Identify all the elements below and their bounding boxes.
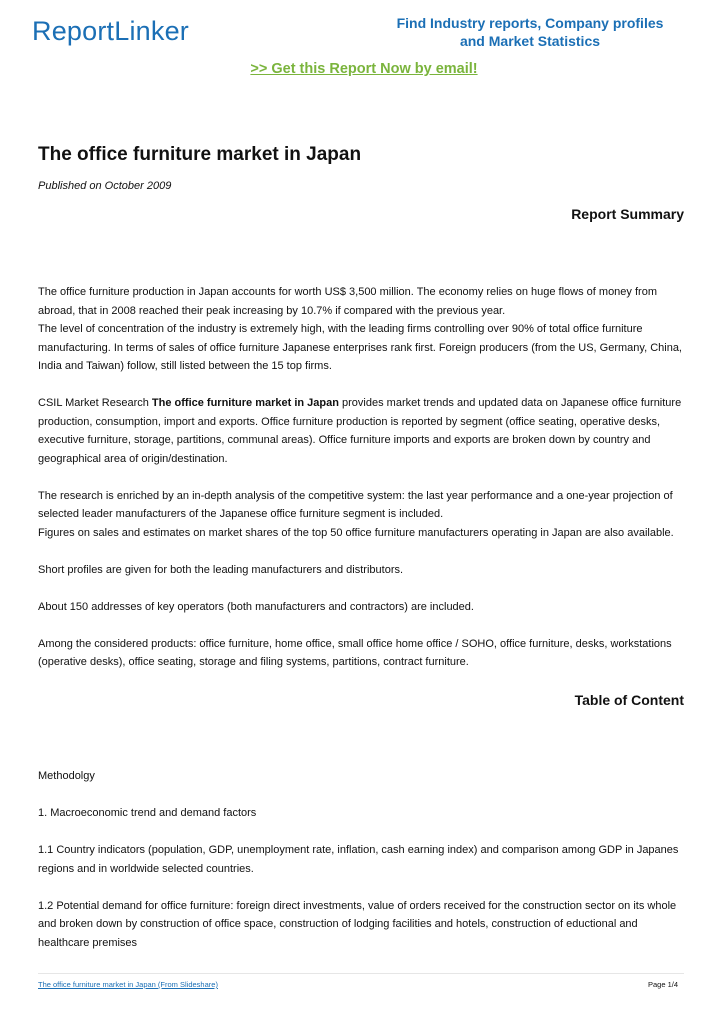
- summary-p2-prefix: CSIL Market Research: [38, 397, 152, 409]
- report-summary-body: [38, 283, 690, 690]
- toc-item: Methodolgy: [38, 770, 95, 782]
- summary-paragraph-1b: The level of concentration of the industry is extremely high, with the leading firms controlling over 90% of total office furniture manufacturing. In terms of sales of office furniture Japanese enterprises rank first. Foreign producers (from the US, Germany, China, India and Taiwan) follow, still listed between the 15 top firms.: [38, 323, 682, 372]
- summary-p2-rest: provides market trends and updated data on Japanese office furniture production, consumption, import and exports. Office furniture production is reported by segment (office seating, operative desks, executive furniture, storage, partitions, communal areas). Office furniture imports and exports are broken down by country and geographical area of origin/destination.: [38, 397, 682, 465]
- header-tagline: [380, 14, 680, 50]
- page-number: Page 1/4: [647, 980, 678, 989]
- summary-paragraph-1a: The office furniture production in Japan accounts for worth US$ 3,500 million. The economy relies on huge flows of money from abroad, that in 2008 reached their peak increasing by 10.7% if compared with the previous year.: [38, 286, 657, 317]
- summary-paragraph-3a: The research is enriched by an in-depth analysis of the competitive system: the last year performance and a one-year projection of selected leader manufacturers of the Japanese office furniture segment is included.: [38, 489, 673, 520]
- tagline-line-1: Find Industry reports, Company profiles: [396, 15, 664, 31]
- summary-paragraph-4: Short profiles are given for both the leading manufacturers and distributors.: [38, 563, 404, 576]
- report-title: The office furniture market in Japan: [38, 144, 362, 165]
- reportlinker-logo[interactable]: ReportLinker: [32, 16, 189, 46]
- footer-source-link[interactable]: The office furniture market in Japan (From Slideshare): [38, 980, 218, 989]
- summary-p2-report-name: The office furniture market in Japan: [151, 397, 339, 409]
- footer-divider: [38, 973, 684, 974]
- get-report-email-link[interactable]: >> Get this Report Now by email!: [250, 61, 478, 77]
- toc-item: 1. Macroeconomic trend and demand factors: [38, 807, 257, 819]
- summary-paragraph-2: [38, 394, 690, 468]
- table-of-content-heading: Table of Content: [574, 692, 684, 708]
- report-summary-heading: Report Summary: [571, 206, 684, 222]
- summary-paragraph-6: Among the considered products: office furniture, home office, small office home office / SOHO, office furniture, desks, workstations (operative desks), office seating, storage and filing systems, partitions, contract furniture.: [38, 637, 672, 668]
- summary-paragraph-5: About 150 addresses of key operators (both manufacturers and contractors) are included.: [38, 600, 474, 613]
- table-of-content-list: [38, 767, 690, 971]
- published-date: Published on October 2009: [38, 180, 172, 192]
- toc-item: 1.2 Potential demand for office furniture: foreign direct investments, value of orders received for the construction sector on its whole and broken down by construction of office space, construction of lodging facilities and hotels, construction of eductional and healthcare premises: [38, 899, 677, 949]
- summary-paragraph-3b: Figures on sales and estimates on market shares of the top 50 office furniture manufacturers operating in Japan are also available.: [38, 526, 674, 539]
- toc-item: 1.1 Country indicators (population, GDP, unemployment rate, inflation, cash earning index) and comparison among GDP in Japanes regions and in worldwide selected countries.: [38, 844, 679, 875]
- tagline-line-2: and Market Statistics: [459, 33, 601, 49]
- cta-container: [0, 60, 728, 78]
